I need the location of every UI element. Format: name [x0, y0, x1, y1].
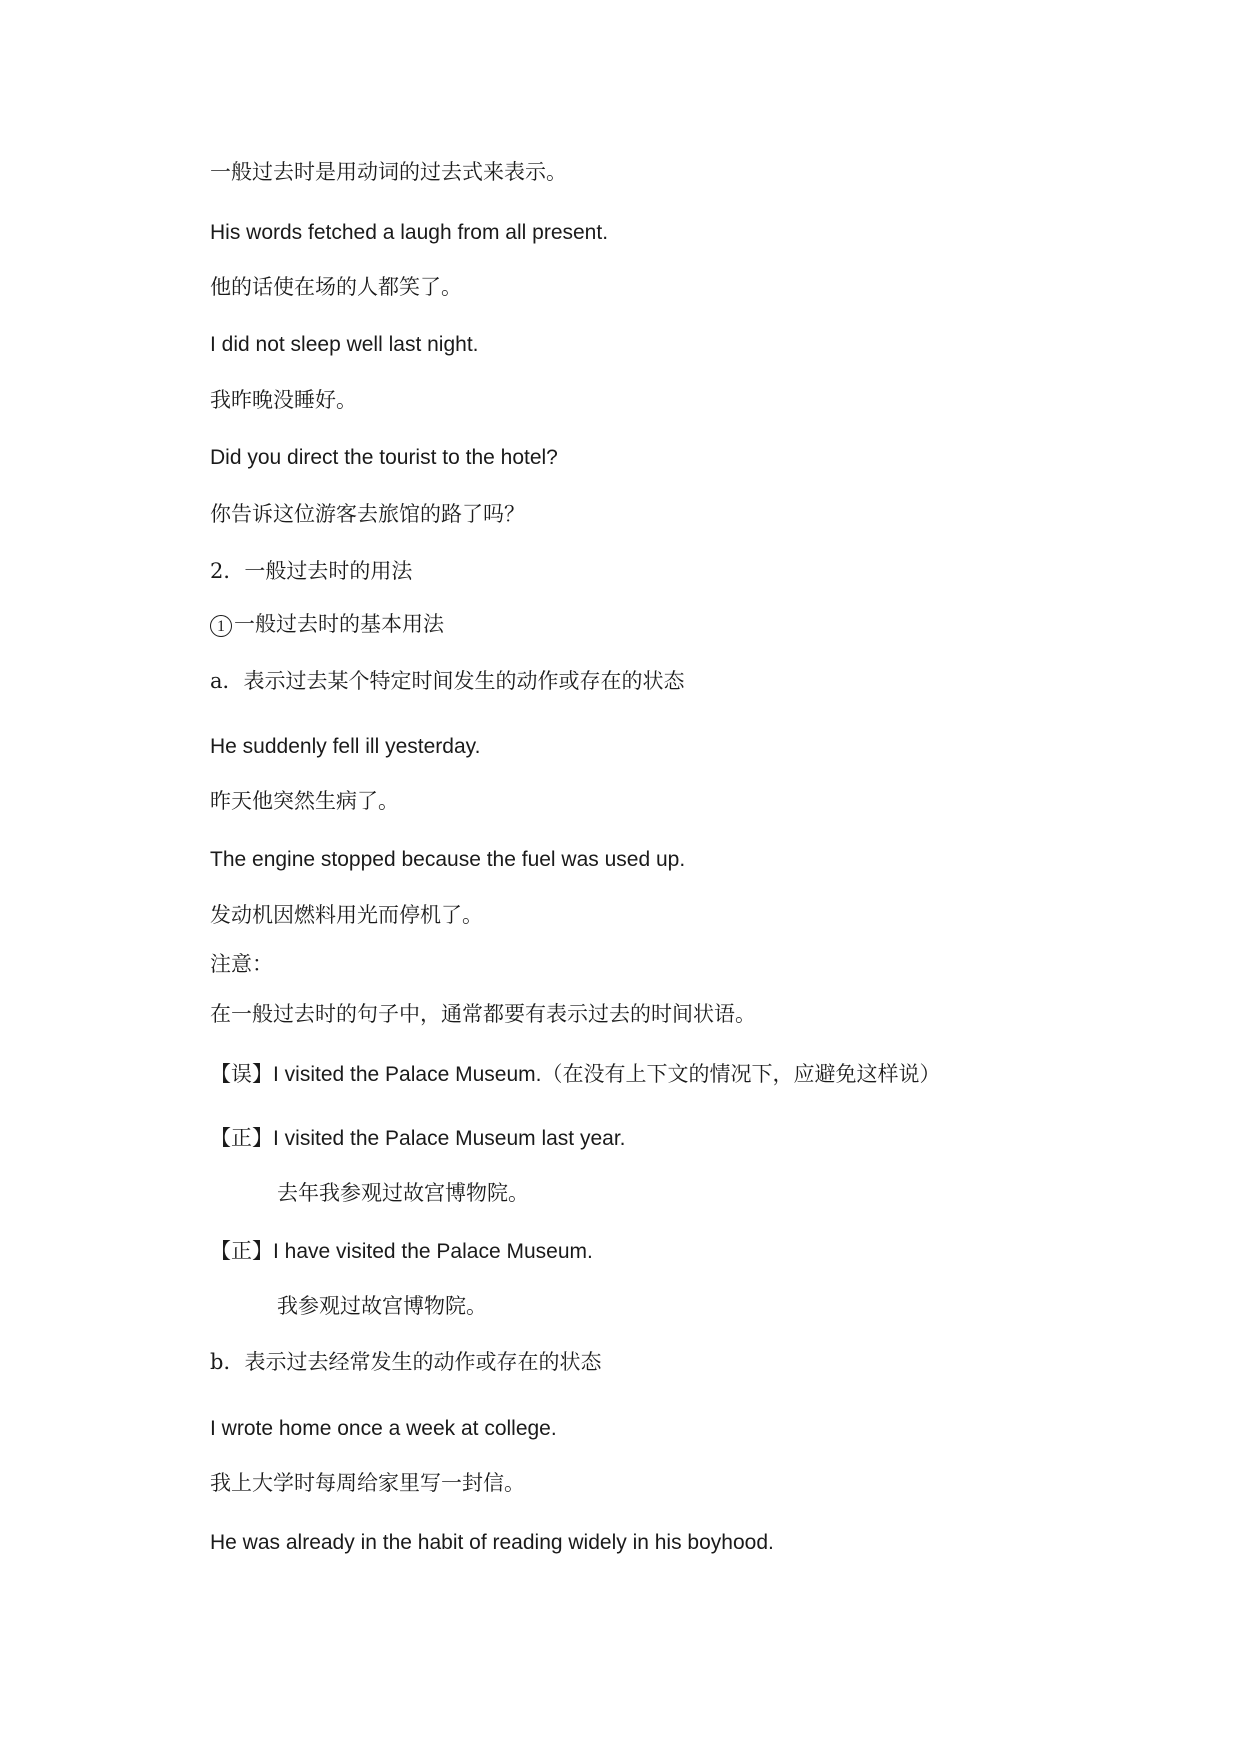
wrong-tag: 【误】 [210, 1062, 273, 1086]
note-text: 在一般过去时的句子中，通常都要有表示过去的时间状语。 [210, 1002, 756, 1026]
translation-line: 发动机因燃料用光而停机了。 [210, 903, 483, 927]
example-sentence: Did you direct the tourist to the hotel? [210, 446, 558, 469]
correct-tag: 【正】 [210, 1239, 273, 1263]
subsection-heading [210, 614, 444, 637]
translation-line: 我参观过故宫博物院。 [277, 1294, 487, 1318]
wrong-example-text: I visited the Palace Museum.（在没有上下文的情况下，应避免这样说） [273, 1063, 941, 1086]
translation-line: 他的话使在场的人都笑了。 [210, 275, 462, 299]
example-sentence: The engine stopped because the fuel was used up. [210, 848, 686, 871]
circled-number-icon: 1 [210, 615, 232, 637]
translation-line: 你告诉这位游客去旅馆的路了吗？ [210, 502, 525, 526]
subsection-heading-text: 一般过去时的基本用法 [234, 612, 444, 636]
correct-tag: 【正】 [210, 1126, 273, 1150]
usage-heading: b．表示过去经常发生的动作或存在的状态 [210, 1350, 602, 1374]
usage-heading: a．表示过去某个特定时间发生的动作或存在的状态 [210, 669, 685, 693]
note-label: 注意： [210, 952, 273, 976]
translation-line: 昨天他突然生病了。 [210, 789, 399, 813]
example-sentence: He was already in the habit of reading widely in his boyhood. [210, 1531, 774, 1554]
translation-line: 我昨晚没睡好。 [210, 388, 357, 412]
example-sentence: I wrote home once a week at college. [210, 1417, 557, 1440]
text-line: 一般过去时是用动词的过去式来表示。 [210, 160, 567, 184]
example-sentence: He suddenly fell ill yesterday. [210, 735, 481, 758]
correct-example [210, 1241, 593, 1262]
section-heading: 2．一般过去时的用法 [210, 559, 413, 583]
wrong-example [210, 1064, 940, 1085]
correct-example-text: I visited the Palace Museum last year. [273, 1127, 626, 1150]
translation-line: 我上大学时每周给家里写一封信。 [210, 1471, 525, 1495]
correct-example [210, 1128, 626, 1149]
example-sentence: His words fetched a laugh from all present. [210, 221, 609, 244]
correct-example-text: I have visited the Palace Museum. [273, 1240, 593, 1263]
example-sentence: I did not sleep well last night. [210, 333, 479, 356]
translation-line: 去年我参观过故宫博物院。 [277, 1181, 529, 1205]
